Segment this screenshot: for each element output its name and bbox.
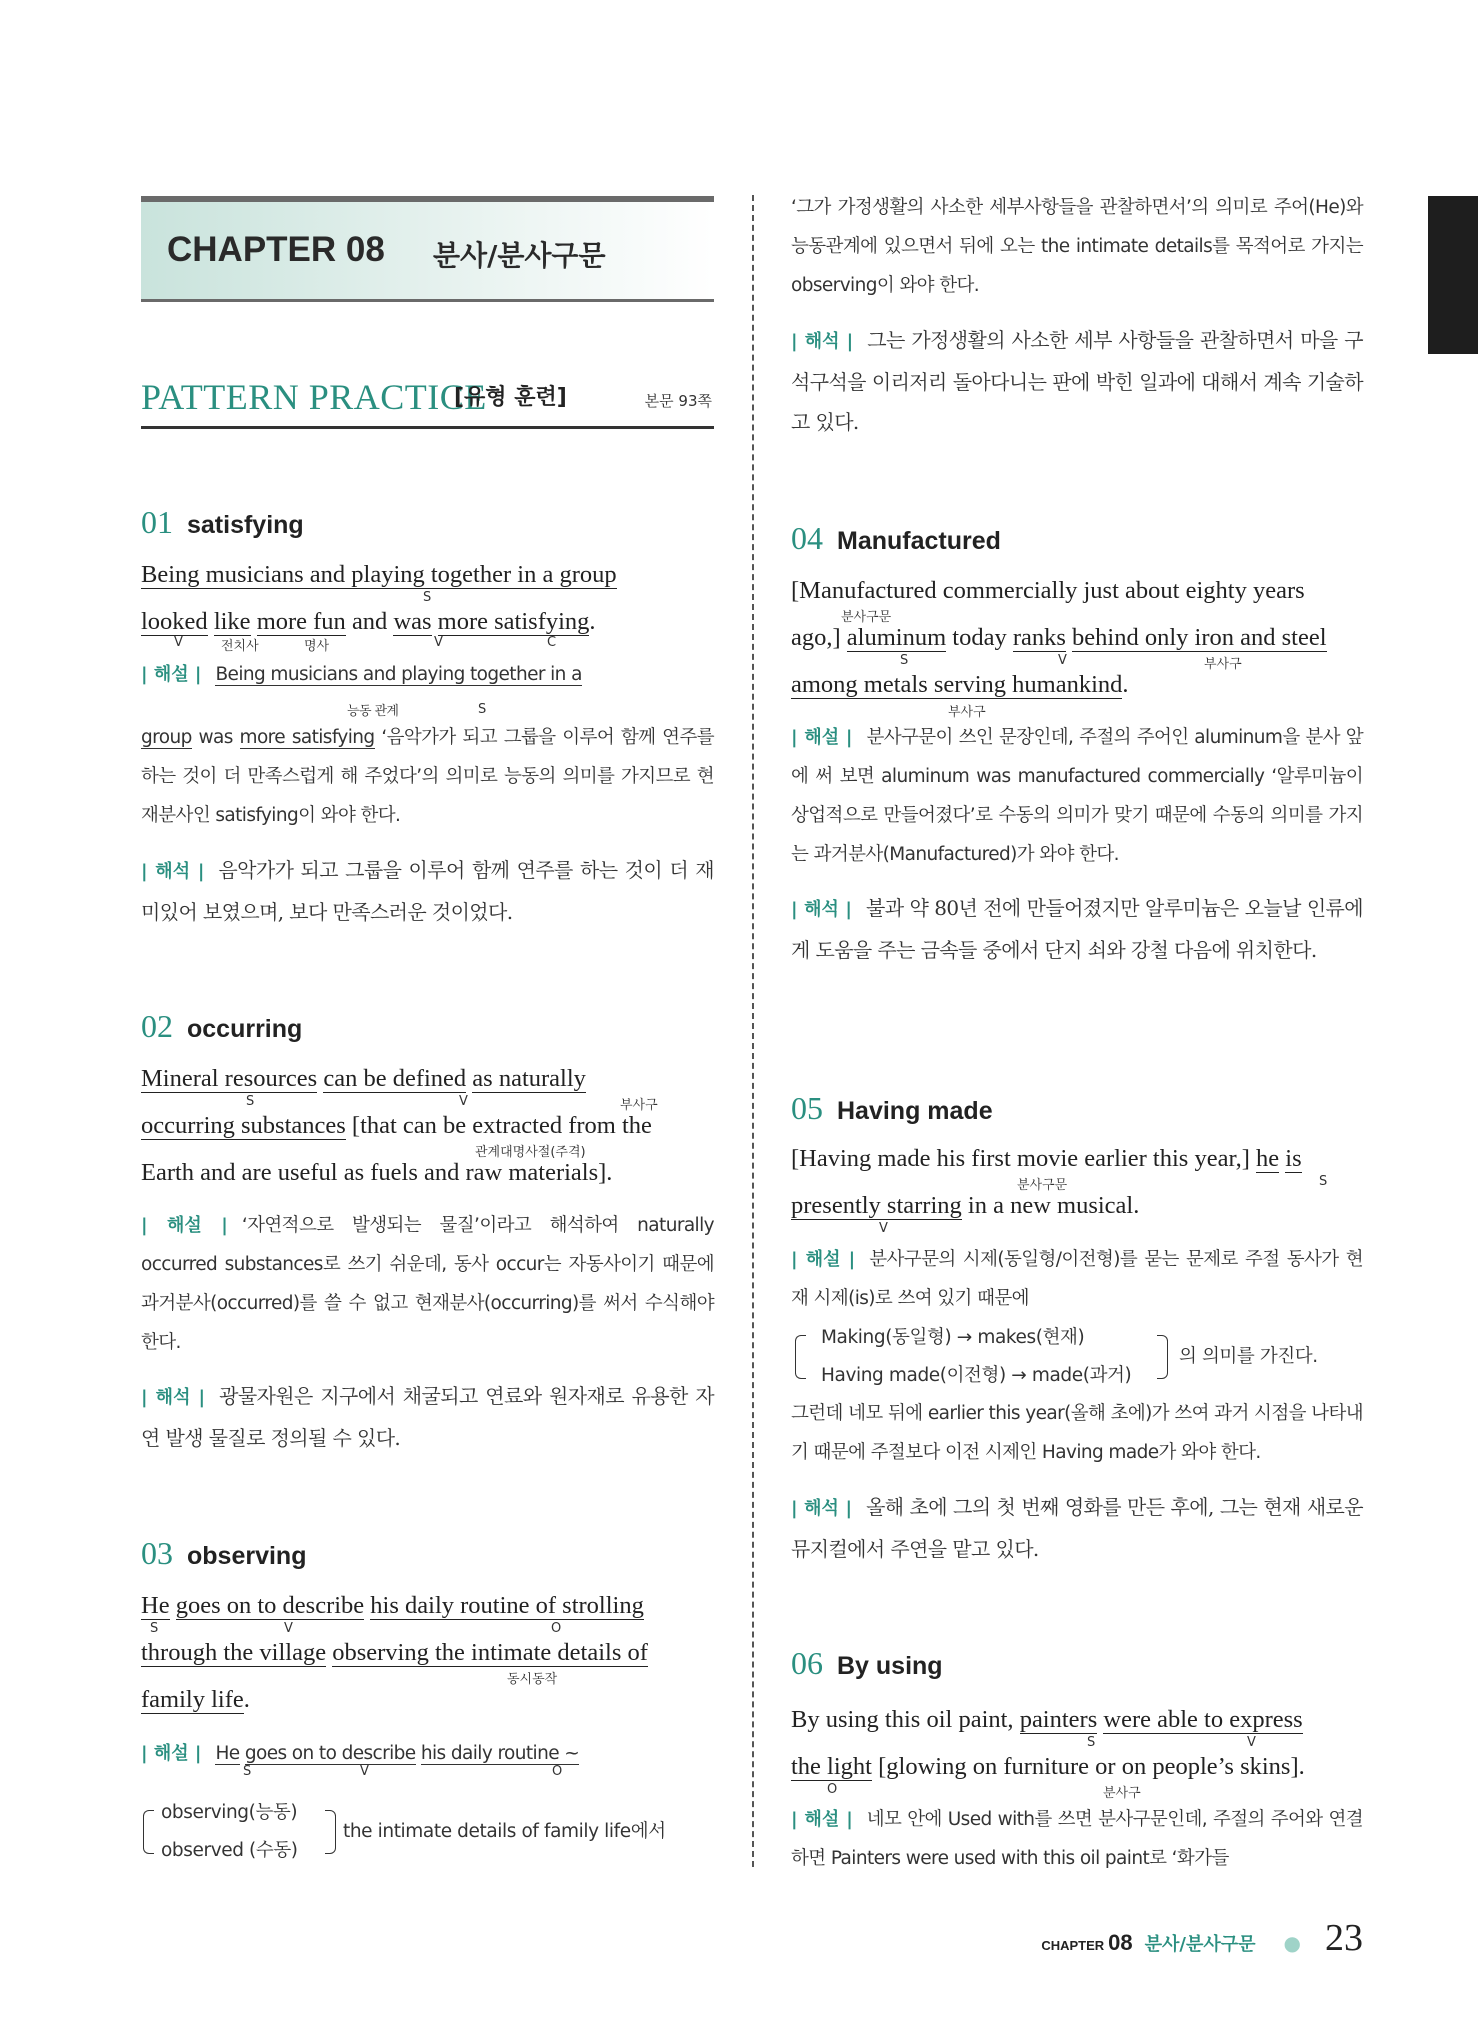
option-active: observing(능동) [161, 1802, 298, 1823]
question-04-sentence [791, 567, 1363, 708]
sentence-end: family life [141, 1686, 244, 1713]
question-05-translation [791, 1487, 1363, 1569]
left-brace [795, 1335, 806, 1379]
question-03-sentence: He goes on to describe his daily routine of strolling through the village observing the intimate details of family life. [141, 1592, 648, 1713]
translation-text: 그는 가정생활의 사소한 세부 사항들을 관찰하면서 마을 구석구석을 이리저리 돌아다니는 판에 박힌 일과에 대해서 계속 기술하고 있다. [791, 328, 1363, 434]
sentence-verb: were able to express [1103, 1706, 1303, 1733]
mark-v: V [1247, 1735, 1256, 1750]
sentence-object: the light [791, 1753, 872, 1780]
mark-s: S [150, 1621, 159, 1636]
mark-s: S [1319, 1174, 1328, 1189]
mark-simultaneous: 동시동작 [507, 1672, 558, 1687]
sentence-word: and [351, 608, 388, 635]
chapter-label: CHAPTER 08 [167, 230, 385, 269]
explanation-subject: He [215, 1743, 240, 1764]
explanation-text: was [191, 727, 240, 748]
mark-relative-clause: 관계대명사절(주격) [475, 1145, 586, 1160]
question-01-heading [141, 504, 304, 541]
sentence-subject: aluminum [846, 624, 947, 651]
question-answer: satisfying [187, 511, 304, 539]
explanation-text: ‘그가 가정생활의 사소한 세부사항들을 관찰하면서’의 의미로 주어(He)와 능동관계에 있으면서 뒤에 오는 the intimate details를 목적어로 가지는 observing이 와야 한다. [791, 197, 1363, 296]
mark-s: S [478, 702, 486, 717]
sentence-prep: like [213, 608, 251, 635]
translation-tag: | 해석 | [791, 331, 854, 352]
mark-active-relation: 능동 관계 [347, 704, 399, 719]
mark-c: C [547, 635, 557, 650]
question-number: 03 [141, 1535, 173, 1571]
explanation-text: 그런데 네모 뒤에 earlier this year(올해 초에)가 쓰여 과거 시점을 나타내기 때문에 주절보다 이전 시제인 Having made가 와야 한다. [791, 1403, 1363, 1463]
sentence-noun: more fun [256, 608, 346, 635]
sentence-object-2: through the village [141, 1639, 327, 1666]
explanation-object: his daily routine ~ [420, 1743, 580, 1764]
section-subtitle: [유형 훈련] [454, 385, 567, 410]
explanation-tag: | 해설 | [791, 1809, 853, 1830]
sentence-subject-2: occurring substances [141, 1112, 346, 1139]
explanation-text: ‘자연적으로 발생되는 물질’이라고 해석하여 naturally occurred substances로 쓰기 쉬운데, 동사 occur는 자동사이기 때문에 과거분사(occurred)를 쓸 수 없고 현재분사(occurring)를 써서 수식해야 한다. [141, 1215, 714, 1353]
question-02-translation [141, 1376, 714, 1458]
question-03-explanation [141, 1734, 714, 1773]
mark-participle-phrase: 분사구 [1103, 1786, 1141, 1801]
explanation-text: 분사구문의 시제(동일형/이전형)를 묻는 문제로 주절 동사가 현재 시제(is)로 쓰여 있기 때문에 [791, 1249, 1363, 1309]
mark-o: O [552, 1764, 563, 1779]
column-divider [752, 195, 754, 1867]
mark-o: O [551, 1621, 562, 1636]
translation-tag: | 해석 | [141, 861, 205, 882]
sentence-verb: looked [141, 608, 208, 635]
mark-v: V [360, 1764, 369, 1779]
sentence-verb: can be defined [323, 1065, 467, 1092]
question-answer: occurring [187, 1015, 303, 1043]
sentence-line: [Manufactured commercially just about eighty years [791, 577, 1305, 604]
section-header [141, 366, 714, 429]
page-footer [1041, 1916, 1363, 1960]
sentence-subject: painters [1019, 1706, 1098, 1733]
mark-s: S [243, 1764, 252, 1779]
mark-participial-phrase: 분사구문 [1017, 1178, 1068, 1193]
sentence-subject: He [141, 1592, 170, 1619]
chapter-header [141, 196, 714, 302]
sentence-participle: observing the intimate details of [332, 1639, 648, 1666]
question-answer: Manufactured [837, 527, 1001, 555]
question-06-sentence [791, 1696, 1363, 1790]
explanation-text-2: ‘음악가가 되고 그룹을 이루어 함께 연주를 하는 것이 더 만족스럽게 해 주었다’의 의미로 능동의 의미를 가지므로 현재분사인 satisfying이 와야 한다. [141, 727, 714, 826]
mark-noun: 명사 [304, 639, 330, 654]
question-06-explanation [791, 1800, 1363, 1878]
question-03-expl-marks [141, 1764, 714, 1779]
option-prior-tense: Having made(이전형) → made(과거) [821, 1365, 1132, 1386]
question-01-translation [141, 850, 714, 932]
question-02-explanation [141, 1206, 714, 1362]
explanation-word: group [141, 727, 192, 748]
right-brace [1157, 1335, 1168, 1379]
mark-adverb-phrase: 부사구 [620, 1098, 658, 1113]
sentence-phrase: By using this oil paint, [791, 1706, 1020, 1733]
footer-chapter-word: CHAPTER [1041, 1938, 1105, 1953]
translation-text: 음악가가 되고 그룹을 이루어 함께 연주를 하는 것이 더 재미있어 보였으며, 보다 만족스러운 것이었다. [141, 858, 714, 924]
sentence-adverb: behind only iron and steel [1072, 624, 1327, 651]
question-05-sentence [791, 1135, 1363, 1229]
question-number: 02 [141, 1008, 173, 1044]
mark-o: O [827, 1782, 838, 1797]
question-01-explanation [141, 655, 714, 835]
sentence-word: today [952, 624, 1007, 651]
sentence-verb: is [1285, 1145, 1302, 1172]
mark-adverb-phrase: 부사구 [1204, 657, 1242, 672]
sentence-period: . [1122, 671, 1129, 698]
question-number: 04 [791, 520, 823, 556]
question-number: 01 [141, 504, 173, 540]
translation-text: 불과 약 80년 전에 만들어졌지만 알루미늄은 오늘날 인류에게 도움을 주는 금속들 중에서 단지 쇠와 강철 다음에 위치한다. [791, 896, 1363, 962]
option-tail: the intimate details of family life에서 [343, 1821, 666, 1842]
footer-dot-icon: ● [1283, 1931, 1301, 1955]
question-03-heading [141, 1535, 306, 1572]
explanation-sentence: Being musicians and playing together in a [215, 664, 582, 685]
sentence-verb: ranks [1012, 624, 1066, 651]
mark-v: V [879, 1221, 888, 1236]
question-05-options [791, 1323, 1363, 1393]
question-number: 05 [791, 1090, 823, 1126]
question-03-explanation-cont [791, 188, 1363, 305]
option-passive: observed (수동) [161, 1840, 298, 1861]
sentence-participle-phrase: [glowing on furniture or on people’s skins]. [871, 1753, 1305, 1780]
mark-adverb-phrase-2: 부사구 [948, 705, 986, 720]
footer-chapter-number: 08 [1108, 1930, 1133, 1955]
question-04-explanation [791, 718, 1363, 874]
sentence-complement: more satisfying [437, 608, 590, 635]
footer-chapter-title: 분사/분사구문 [1144, 1934, 1256, 1955]
sentence-adverb-2: among metals serving humankind [791, 671, 1123, 698]
sentence-object: his daily routine of strolling [370, 1592, 644, 1619]
explanation-tag: | 해설 | [791, 727, 853, 748]
question-05-explanation-2 [791, 1394, 1363, 1472]
mark-v: V [174, 635, 183, 650]
question-04-heading [791, 520, 1001, 557]
question-02-sentence [141, 1055, 714, 1196]
chapter-thumb-tab [1428, 196, 1478, 354]
right-brace [325, 1810, 336, 1854]
mark-v-2: V [434, 635, 443, 650]
sentence-verb: goes on to describe [175, 1592, 365, 1619]
question-06-heading [791, 1645, 943, 1682]
sentence-line: Being musicians and playing together in a group [141, 561, 617, 588]
question-02-heading [141, 1008, 302, 1045]
translation-text: 광물자원은 지구에서 채굴되고 연료와 원자재로 유용한 자연 발생 물질로 정의될 수 있다. [141, 1384, 714, 1450]
explanation-word-2: more satisfying [239, 727, 375, 748]
option-tail: 의 의미를 가진다. [1179, 1346, 1318, 1367]
explanation-tag: | 해설 | [141, 1743, 202, 1764]
mark-s: S [246, 1094, 255, 1109]
sentence-adverb: as naturally [472, 1065, 586, 1092]
sentence-clause-end: Earth and are useful as fuels and raw materials]. [141, 1159, 613, 1186]
chapter-title: 분사/분사구문 [433, 239, 606, 272]
sentence-period: . [589, 608, 596, 635]
explanation-text: 분사구문이 쓰인 문장인데, 주절의 주어인 aluminum을 분사 앞에 써 보면 aluminum was manufactured commercially ‘알루미늄이 상업적으로 만들어졌다’로 수동의 의미가 맞기 때문에 수동의 의미를 가지는 과거분사(Manufactured)가 와야 한다. [791, 727, 1363, 865]
sentence-verb-2: presently starring [791, 1192, 962, 1219]
translation-text: 올해 초에 그의 첫 번째 영화를 만든 후에, 그는 현재 새로운 뮤지컬에서 주연을 맡고 있다. [791, 1495, 1363, 1561]
mark-s: S [423, 590, 432, 605]
mark-participial-phrase: 분사구문 [841, 610, 892, 625]
section-page-ref: 본문 93쪽 [644, 392, 712, 410]
sentence-subject: Mineral resources [141, 1065, 318, 1092]
mark-s: S [1087, 1735, 1096, 1750]
sentence-verb-2: was [393, 608, 432, 635]
question-answer: observing [187, 1542, 307, 1570]
sentence-clause: [that can be extracted from the [345, 1112, 652, 1139]
sentence-phrase-end: ago,] [791, 624, 841, 651]
translation-tag: | 해석 | [791, 1498, 853, 1519]
option-same-tense: Making(동일형) → makes(현재) [821, 1327, 1085, 1348]
question-03-options [141, 1798, 714, 1868]
mark-s: S [900, 653, 909, 668]
sentence-participial-phrase: [Having made his first movie earlier this year,] [791, 1145, 1250, 1172]
mark-v: V [284, 1621, 293, 1636]
question-number: 06 [791, 1645, 823, 1681]
question-05-explanation [791, 1240, 1363, 1318]
translation-tag: | 해석 | [141, 1387, 206, 1408]
explanation-tag: | 해설 | [791, 1249, 856, 1270]
sentence-rest: in a new musical. [961, 1192, 1140, 1219]
mark-v: V [459, 1094, 468, 1109]
mark-prep: 전치사 [221, 639, 259, 654]
question-04-translation [791, 888, 1363, 970]
translation-tag: | 해석 | [791, 899, 852, 920]
question-answer: Having made [837, 1097, 993, 1125]
explanation-tag: | 해설 | [141, 664, 202, 685]
sentence-subject: he [1256, 1145, 1280, 1172]
question-05-heading [791, 1090, 993, 1127]
question-03-translation [791, 320, 1363, 442]
explanation-text: 네모 안에 Used with를 쓰면 분사구문인데, 주절의 주어와 연결하면 Painters were used with this oil paint로 ‘화가들 [791, 1809, 1363, 1869]
page-number: 23 [1325, 1917, 1363, 1959]
mark-v: V [1058, 653, 1067, 668]
explanation-verb: goes on to describe [244, 1743, 416, 1764]
left-brace [143, 1810, 154, 1854]
explanation-tag: | 해설 | [141, 1215, 228, 1236]
section-title: PATTERN PRACTICE [141, 377, 487, 417]
question-answer: By using [837, 1652, 943, 1680]
